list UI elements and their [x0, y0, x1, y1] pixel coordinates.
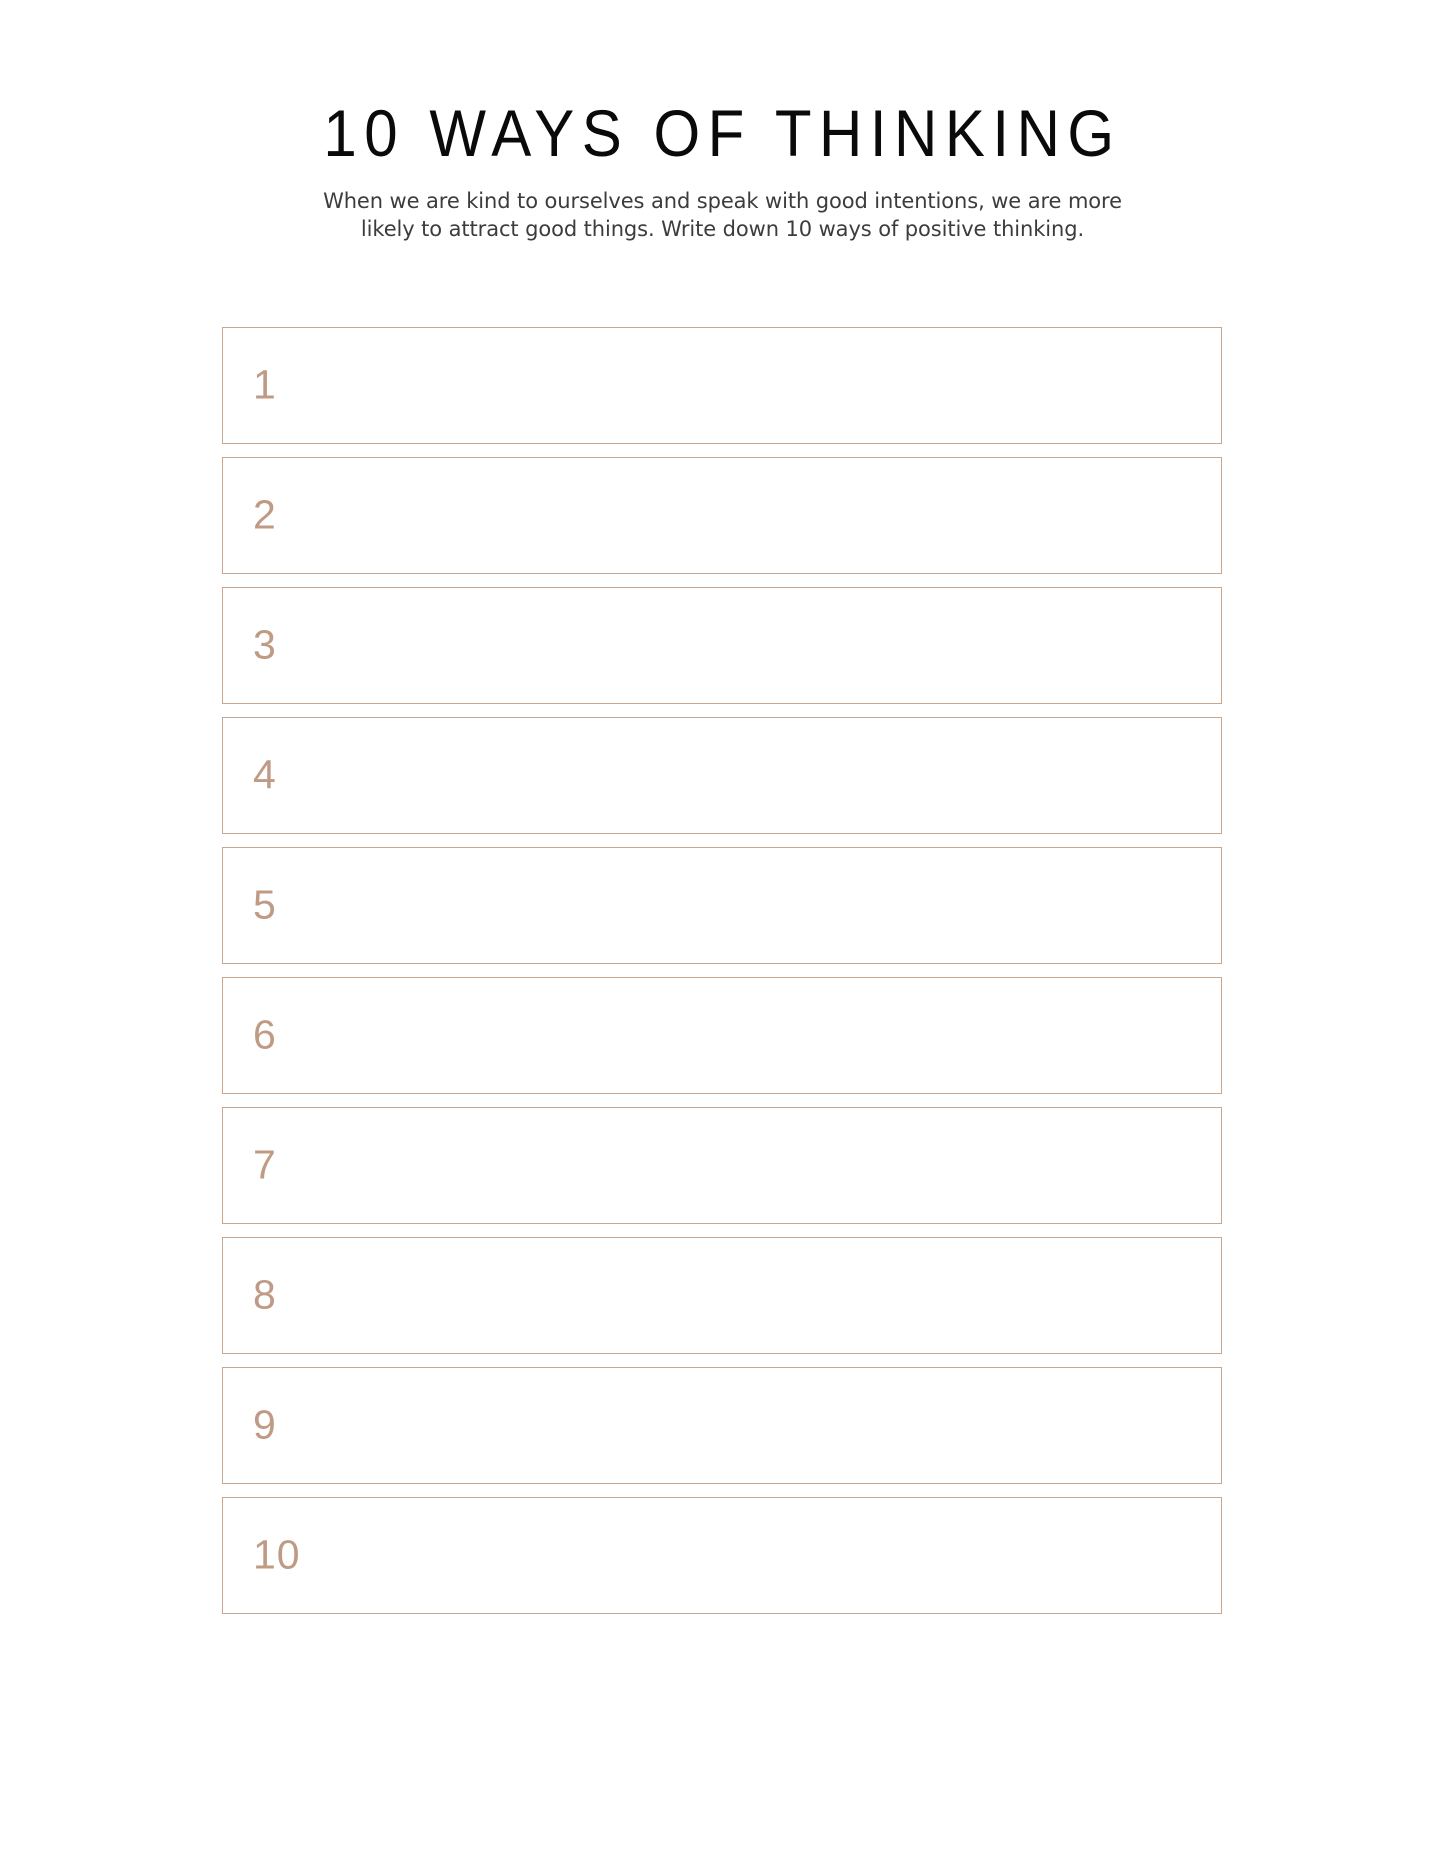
entry-writing-area[interactable]	[333, 978, 1207, 1093]
entry-number-label: 7	[253, 1141, 277, 1188]
worksheet-instructions: When we are kind to ourselves and speak with good intentions, we are more likely to attract good things. Write down 10 ways of positive thinking.	[323, 189, 1122, 241]
entry-box[interactable]	[222, 847, 1222, 964]
entry-writing-area[interactable]	[333, 1368, 1207, 1483]
entry-writing-area[interactable]	[333, 1498, 1207, 1613]
entry-box[interactable]	[222, 717, 1222, 834]
entry-writing-area[interactable]	[333, 718, 1207, 833]
entry-writing-area[interactable]	[333, 328, 1207, 443]
entry-box[interactable]	[222, 587, 1222, 704]
worksheet-header	[0, 0, 1445, 243]
entry-number-label: 9	[253, 1401, 277, 1448]
entry-number-label: 1	[253, 361, 277, 408]
page-title: 10 WAYS OF THINKING	[323, 96, 1122, 171]
entry-box[interactable]	[222, 327, 1222, 444]
entry-box[interactable]	[222, 977, 1222, 1094]
entry-box[interactable]	[222, 1367, 1222, 1484]
entry-writing-area[interactable]	[333, 588, 1207, 703]
entry-writing-area[interactable]	[333, 1238, 1207, 1353]
entry-number-label: 3	[253, 621, 277, 668]
entry-number-label: 2	[253, 491, 277, 538]
entry-number-label: 10	[253, 1531, 301, 1578]
entry-writing-area[interactable]	[333, 458, 1207, 573]
entry-box[interactable]	[222, 457, 1222, 574]
entry-box[interactable]	[222, 1107, 1222, 1224]
entry-box[interactable]	[222, 1497, 1222, 1614]
entry-number-label: 8	[253, 1271, 277, 1318]
entry-list	[222, 327, 1222, 1627]
entry-box[interactable]	[222, 1237, 1222, 1354]
entry-number-label: 6	[253, 1011, 277, 1058]
entry-number-label: 4	[253, 751, 277, 798]
entry-writing-area[interactable]	[333, 1108, 1207, 1223]
entry-number-label: 5	[253, 881, 277, 928]
entry-writing-area[interactable]	[333, 848, 1207, 963]
